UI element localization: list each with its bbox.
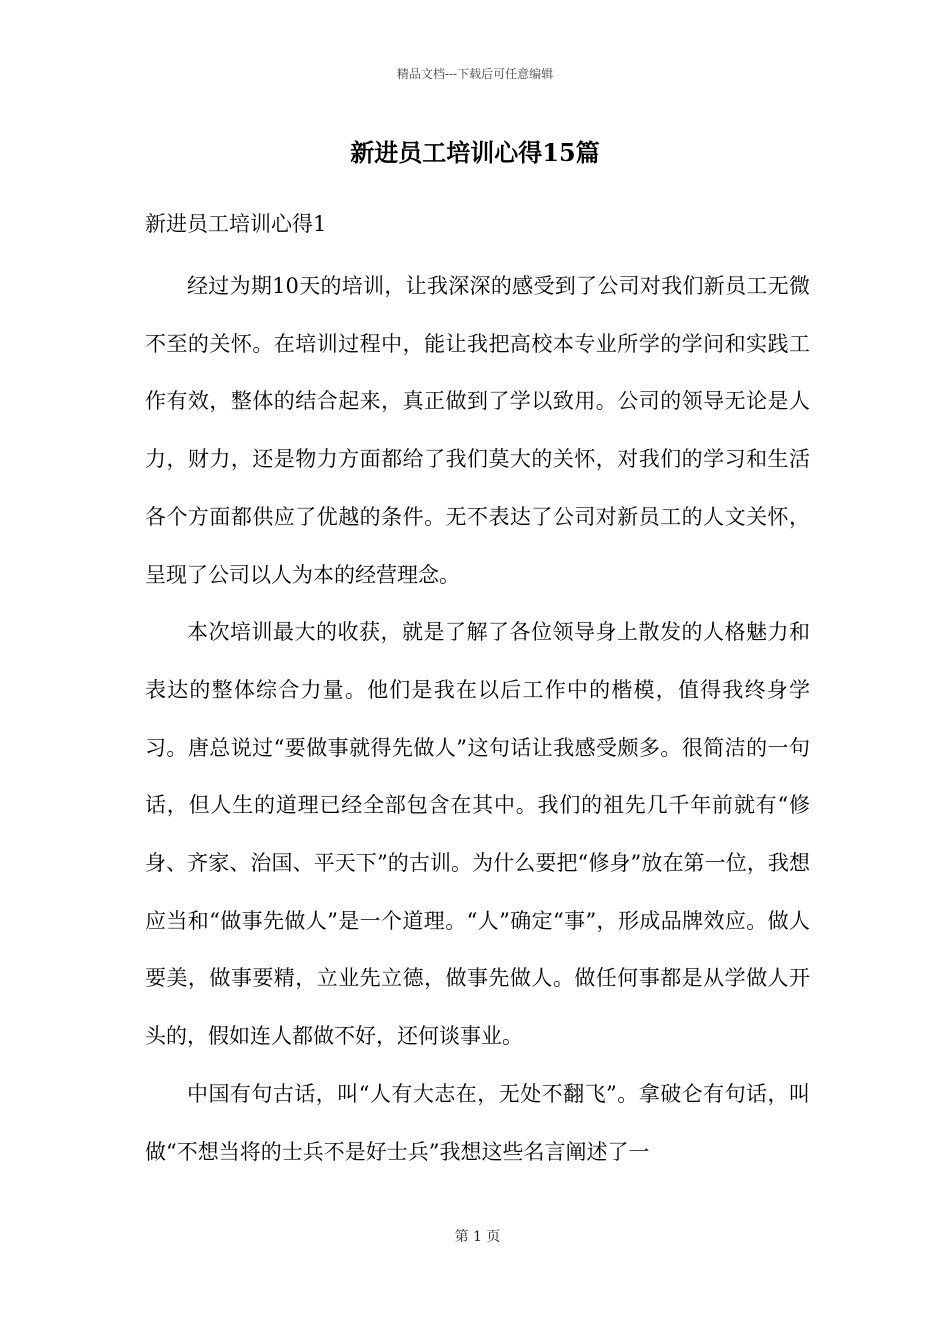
- section-title: 新进员工培训心得1: [145, 212, 327, 236]
- page-header: 精品文档---下载后可任意编辑: [396, 67, 554, 81]
- page-number: 第 1 页: [454, 1229, 501, 1245]
- paragraph: 中国有句古话，叫“人有大志在，无处不翻飞”。拿破仑有句话，叫做“不想当将的士兵不是好士兵”我想这些名言阐述了一: [145, 1081, 810, 1164]
- paragraph: 本次培训最大的收获，就是了解了各位领导身上散发的人格魅力和表达的整体综合力量。他们是我在以后工作中的楷模，值得我终身学习。唐总说过“要做事就得先做人”这句话让我感受颇多。很简洁的一句话，但人生的道理已经全部包含在其中。我们的祖先几千年前就有“修身、齐家、治国、平天下”的古训。为什么要把“修身”放在第一位，我想应当和“做事先做人”是一个道理。“人”确定“事”，形成品牌效应。做人要美，做事要精，立业先立德，做事先做人。做任何事都是从学做人开头的，假如连人都做不好，还何谈事业。: [145, 620, 810, 1049]
- paragraph: 经过为期10天的培训，让我深深的感受到了公司对我们新员工无微不至的关怀。在培训过程中，能让我把高校本专业所学的学问和实践工作有效，整体的结合起来，真正做到了学以致用。公司的领导无论是人力，财力，还是物力方面都给了我们莫大的关怀，对我们的学习和生活各个方面都供应了优越的条件。无不表达了公司对新员工的人文关怀，呈现了公司以人为本的经营理念。: [145, 274, 810, 587]
- document-body: [145, 258, 810, 1181]
- document-title: 新进员工培训心得15篇: [350, 138, 600, 167]
